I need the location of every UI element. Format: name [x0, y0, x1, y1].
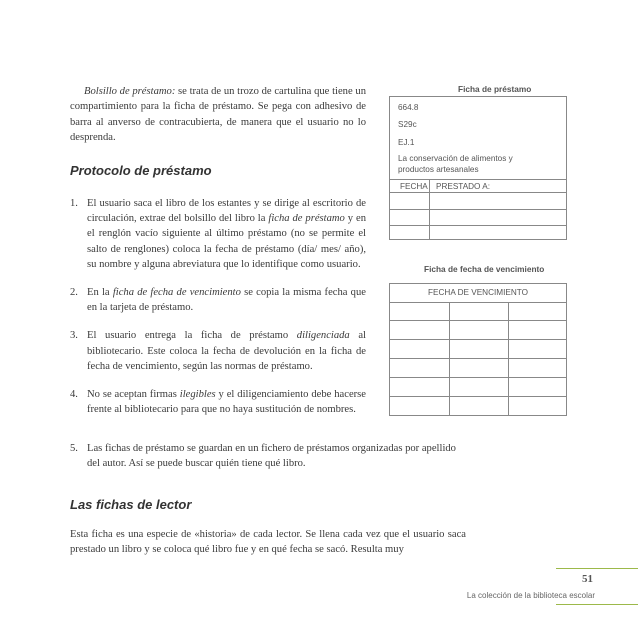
- protocol-heading: Protocolo de préstamo: [70, 163, 212, 178]
- lector-paragraph: Esta ficha es una especie de «historia» de cada lector. Se llena cada vez que el usuario saca prestado un libro y se coloca qué libro fue y en qué fecha se sacó. Resulta muy: [70, 529, 466, 556]
- footer-rule: [556, 604, 638, 605]
- due-card-header: FECHA DE VENCIMIENTO: [428, 288, 528, 297]
- column-divider: [449, 302, 450, 415]
- list-item: 5. Las fichas de préstamo se guardan en un fichero de préstamos organizadas por apellido del autor. Así se puede buscar quién tiene qué libro.: [70, 443, 456, 470]
- item-number: 3.: [70, 330, 78, 342]
- due-card: [389, 283, 567, 416]
- loan-card: [389, 96, 567, 240]
- column-divider: [508, 302, 509, 415]
- due-card-title: Ficha de fecha de vencimiento: [424, 264, 545, 274]
- table-row: [390, 209, 566, 210]
- list-item: 4. No se aceptan firmas ilegibles y el diligenciamiento debe hacerse frente al bibliotecario para que no haya sustitución de nombres.: [70, 389, 366, 416]
- intro-text: se trata de un trozo de cartulina que tiene un compartimiento para la ficha de préstamo. Se pega con adhesivo de barra al anverso de contracubierta, de manera que el usuario no lo desprenda.: [70, 86, 366, 144]
- item-number: 2.: [70, 287, 78, 299]
- table-row: [390, 302, 566, 303]
- table-row: [390, 377, 566, 378]
- table-row: [390, 396, 566, 397]
- intro-term: Bolsillo de préstamo:: [84, 86, 176, 97]
- list-item: 1. El usuario saca el libro de los estantes y se dirige al escritorio de circulación, extrae del bolsillo del libro la ficha de préstamo y en el renglón vacío siguiente al último préstamo (no se permite el salto de renglones) coloca la fecha de préstamo (día/ mes/ año), su nombre y alguna abreviatura que lo identifique como usuario.: [70, 198, 366, 270]
- cutter-number: S29c: [398, 120, 417, 129]
- footer-rule: [556, 568, 638, 569]
- lector-heading: Las fichas de lector: [70, 497, 192, 512]
- loan-card-title: Ficha de préstamo: [458, 84, 532, 94]
- page-number: 51: [582, 573, 593, 585]
- item-number: 5.: [70, 443, 78, 454]
- table-row: [390, 320, 566, 321]
- list-item: 3. El usuario entrega la ficha de préstamo diligenciada al bibliotecario. Este coloca la fecha de devolución en la ficha de fecha de vencimiento, según las normas de préstamo.: [70, 330, 366, 372]
- book-title: La conservación de alimentos y productos artesanales: [398, 154, 513, 174]
- loan-card-header: [390, 179, 566, 193]
- table-row: [390, 358, 566, 359]
- copy-number: EJ.1: [398, 138, 415, 147]
- list-item: 2. En la ficha de fecha de vencimiento se copia la misma fecha que en la tarjeta de préstamo.: [70, 287, 366, 314]
- intro-paragraph: [70, 84, 366, 146]
- call-number: 664.8: [398, 103, 419, 112]
- protocol-list: [70, 196, 366, 430]
- col-borrower: PRESTADO A:: [436, 182, 490, 191]
- running-title: La colección de la biblioteca escolar: [466, 591, 595, 600]
- item-number: 4.: [70, 389, 78, 401]
- col-date: FECHA: [400, 182, 428, 191]
- table-row: [390, 339, 566, 340]
- item-number: 1.: [70, 198, 78, 209]
- table-row: [390, 225, 566, 226]
